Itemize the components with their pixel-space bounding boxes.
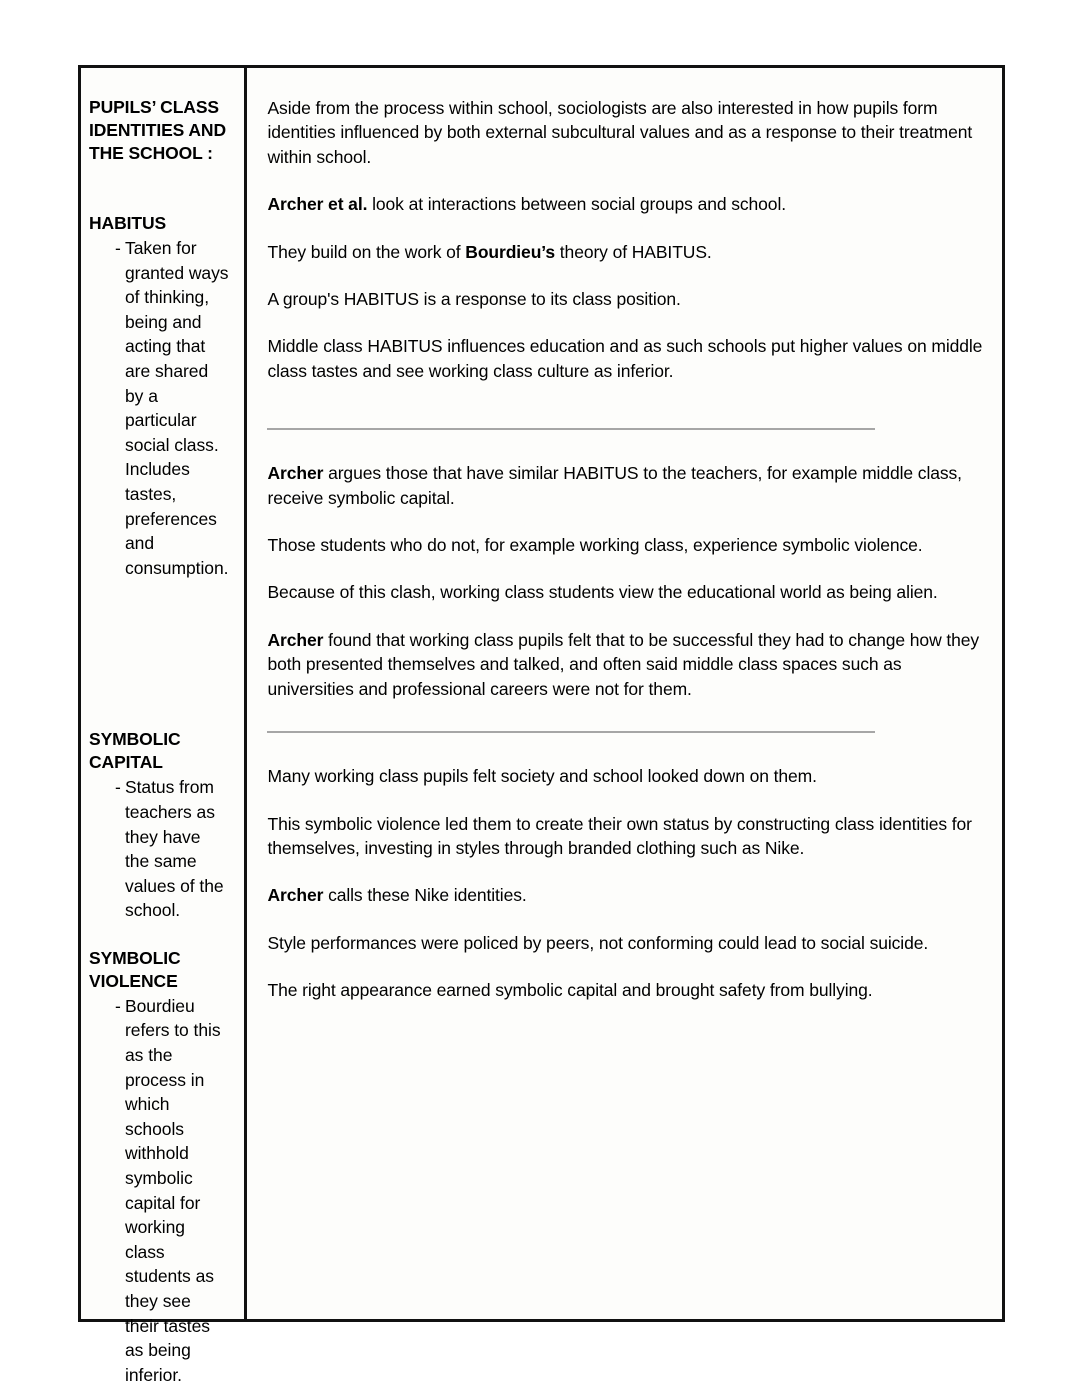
note-paragraph: They build on the work of Bourdieu’s theory of HABITUS. [267, 241, 712, 262]
spacer [89, 165, 228, 212]
term-bullet-symbolic-capital [89, 775, 228, 923]
emphasis-term: Bourdieu’s [465, 241, 556, 262]
note-paragraph: The right appearance earned symbolic capital and brought safety from bullying. [267, 980, 873, 1001]
term-definition-habitus: Taken for granted ways of thinking, being and acting that are shared by a particular social class. Includes tastes, preferences and consumption. [125, 238, 229, 578]
notes-column [247, 68, 1002, 1319]
note-paragraph: Style performances were policed by peers, not conforming could lead to social suicide. [267, 932, 929, 953]
spacer [89, 923, 228, 947]
notes-block-nike-identities [267, 764, 988, 1002]
emphasis-term: Archer [267, 629, 324, 650]
emphasis-term: Archer et al. [267, 194, 368, 215]
note-paragraph: This symbolic violence led them to create their own status by constructing class identities for themselves, investing in styles through branded clothing such as Nike. [267, 813, 972, 858]
note-paragraph: Many working class pupils felt society and school looked down on them. [267, 766, 817, 787]
term-entry-habitus [89, 212, 228, 580]
note-paragraph: Archer et al. look at interactions between social groups and school. [267, 194, 786, 215]
note-paragraph: Middle class HABITUS influences education and as such schools put higher values on middle class tastes and see working class culture as inferior. [267, 336, 983, 381]
term-entry-symbolic-violence [89, 947, 228, 1388]
note-paragraph: A group's HABITUS is a response to its class position. [267, 289, 681, 310]
term-heading-symbolic-capital: SYMBOLIC CAPITAL [89, 729, 181, 773]
term-heading-symbolic-violence: SYMBOLIC VIOLENCE [89, 947, 181, 991]
term-definition-symbolic-violence: Bourdieu refers to this as the process in which schools withhold symbolic capital for working class students as they see their tastes as being inferior. [125, 995, 221, 1385]
note-paragraph: Archer calls these Nike identities. [267, 885, 527, 906]
note-paragraph: Aside from the process within school, sociologists are also interested in how pupils form identities influenced by both external subcultural values and as a response to their treatment within school. [267, 98, 973, 167]
spacer [267, 701, 988, 731]
emphasis-term: Archer [267, 463, 324, 484]
term-definition-symbolic-capital: Status from teachers as they have the same values of the school. [125, 777, 224, 921]
note-paragraph: Those students who do not, for example working class, experience symbolic violence. [267, 535, 923, 556]
notes-block-symbolic-capital [267, 461, 988, 701]
notes-block-habitus [267, 96, 988, 383]
term-bullet-habitus [89, 236, 228, 580]
bullet-dash-icon: - [115, 238, 121, 258]
spacer [267, 383, 988, 428]
spacer [267, 430, 988, 461]
key-terms-column [81, 68, 247, 1385]
term-bullet-symbolic-violence [89, 994, 228, 1388]
note-paragraph: Archer argues those that have similar HABITUS to the teachers, for example middle class, receive symbolic capital. [267, 463, 962, 508]
bullet-dash-icon: - [115, 995, 121, 1016]
emphasis-term: Archer [267, 885, 324, 906]
term-entry-symbolic-capital [89, 728, 228, 923]
page-title: PUPILS’ CLASS IDENTITIES AND THE SCHOOL : [89, 97, 226, 163]
spacer [89, 580, 228, 728]
bullet-dash-icon: - [115, 777, 121, 798]
spacer [267, 733, 988, 764]
term-heading-habitus: HABITUS [89, 213, 167, 233]
notes-table [78, 65, 1005, 1385]
note-paragraph: Archer found that working class pupils felt that to be successful they had to change how they both presented themselves and talked, and often said middle class spaces such as universities and professional careers were not for them. [267, 629, 980, 699]
note-paragraph: Because of this clash, working class students view the educational world as being alien. [267, 582, 938, 603]
